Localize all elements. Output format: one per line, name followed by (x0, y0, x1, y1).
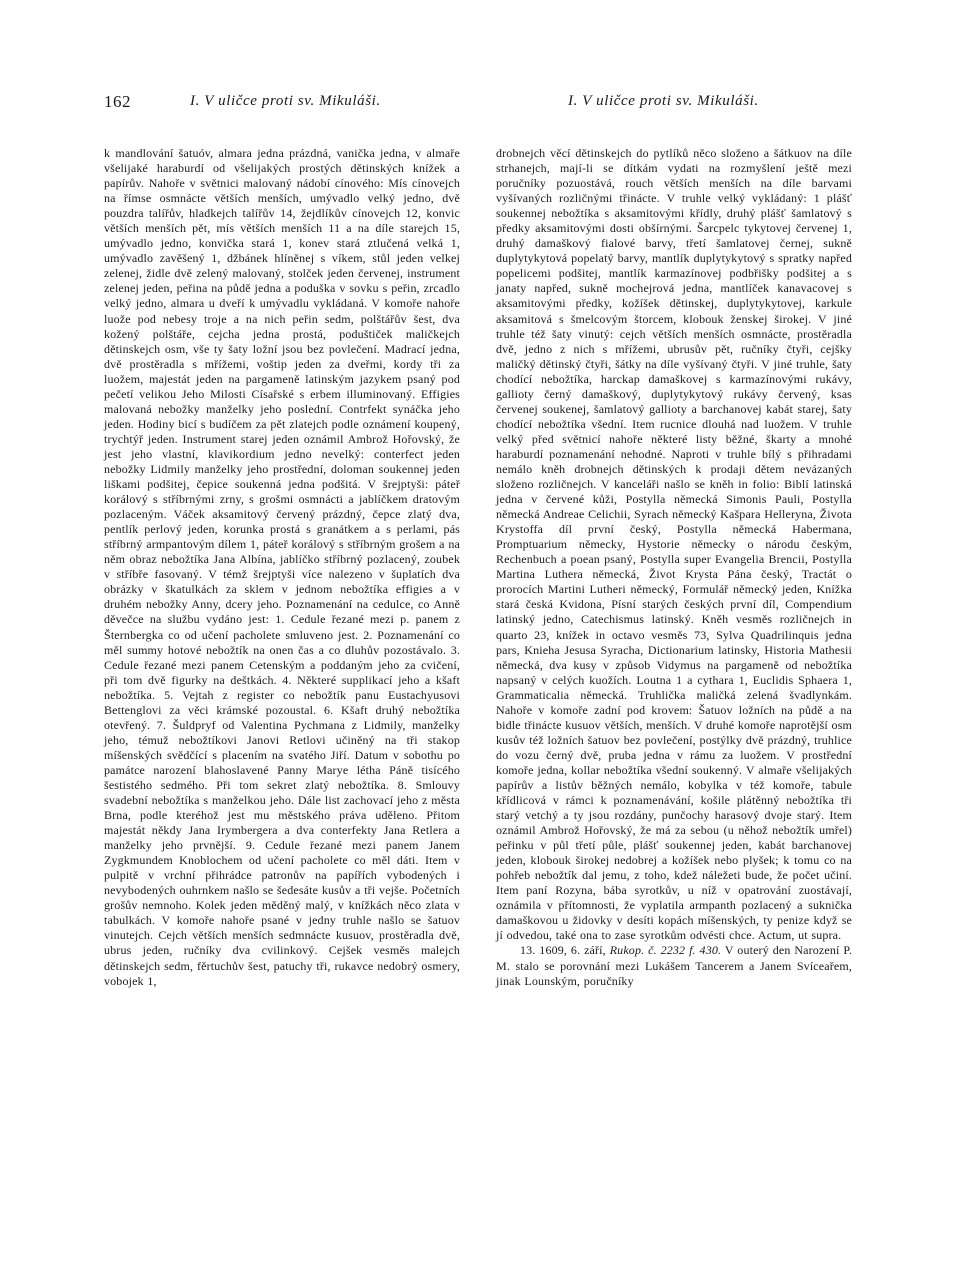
running-title-left: I. V uličce proti sv. Mikuláši. (190, 93, 381, 109)
right-column-paragraph: drobnejch věcí dětinskejch do pytlíků něco složeno a šátkuov na díle strhanejch, mají-li se dítkám vydati na rozmyšlení ještě mezi poručníky pozuostává, rouch větších menších na díle barvami vyšívaných rozličnými třinácte. V truhle velký vykládaný: 1 plášť soukennej nebožtíka s aksamitovými křídly, druhý plášť šamlatový s předky aksamitovými dosti obšírnými. Šarcpelc tykytovej červenej 1, druhý damaškový fialové barvy, třetí šamlatovej černej, sukně duplytykytová popelatý barvy, mantlík duplytykytový s spratky napřed popelicemi podšitej, mantlík karmazínovej podbřišky podšitej a s janaty napřed, sukně mochejrová jedna, mantlíček kanavacovej s aksamitovými předky, kožíšek dětinskej, duplytykytovej, karkule aksamitová s šmelcovým štorcem, klobouk ženskej širokej. V jiné truhle též šaty vinutý: cejch větších menších osmnácte, prostěradla dvě, jedno z nich s mřížemi, ubrusův pět, ručníky čtyři, cejšky maličký dětinský čtyři, šátky na díle vyšívaný čtyři. V jiné truhle, šaty chodící nebožtíka, harckap damaškovej s karmazínovými rukávy, gallioty černý damaškový, duplytykytový rukávy červený, ksas červenej soukenej, šamlatový gallioty a barchanovej kabát starej, šaty chodící nebožtíka všední. Item rucnice dlouhá nad luožem. V truhle velký před světnicí nahoře některé listy běžné, škarty a mnohé haraburdí poznamenání nehodné. Naproti v truhle bílý s přihradami nemálo kněh drobnejch dětinských k prodaji dětem nevázaných složeno rozličnejch. V kanceláři našlo se kněh in folio: Biblí latinská jedna v červené kůži, Postylla německá Simonis Pauli, Postylla německá Andreae Celichii, Syrach německý Kašpara Helleryna, Života Krystoffa díl první český, Postylla německá Habermana, Promptuarium německy, Hystorie německy o národu českým, Rechenbuch a poean psaný, Postylla super Evangelia Brencii, Postylla Martina Luthera německá, Život Krysta Pána český, Tractát o prorocích Martini Lutheri německý, Formulář německý jeden, Knížka stará česká Kvidona, Písní starých českých první díl, Compendium latinský jedno, Catechismus latinský. Kněh vesměs rozličnejch in quarto 23, knížek in octavo vesměs 73, Sylva Quadrilinquis jedna pars, Kniеha Jesusa Syracha, Dictionarium latinsky, Historia Mathesii německá, dva kusy v způsob Vidymus na pargameně od nebožtíka napsaný v celých kuožích. Loutna 1 a cythara 1, Euclidis Sphaera 1, Grammaticalia německá. Truhlička maličká zelená švadlynkám. Nahoře v komoře zadní pod krovem: Šatuov ložních na půdě a na bidle třinácte kusuov větších, menších. V druhé komoře naprotější osm kusův též ložních šatuov bez povlečení, postýlky dvě prázdný, truhlice do vozu černý dvě, pruba jedna v rámu za luožem. V prostřední komoře jedna, kollar nebožtíka všední soukenný. V almaře všelijakých papírův a listův běžných nemálo, kobylka v též komoře, tabule křídlicová v rámci k poznamenávání, košile plátěnný nebožtíka tři starý vetchý a ty jsou rozdány, punčochy harasový dvoje starý. Item oznámil Ambrož Hořovský, že má za sebou (u něhož nebožtík umřel) peřinku v půl třetí půle, plášť soukennej jeden, kabát barchanovej jeden, klobouk širokej nedobrej a kožíšek nebo plyšek; k tomu co na pohřeb nebožtík dal jemu, z toho, kdež náležeti bude, že počet učiní. Item paní Rozyna, bába syrotkův, u níž v opatrování zuostávají, oznámila v přítomnosti, že vyplatila armpanth pozlacený a suknička damaškovou u židovky v desíti kopách míšenských, ty penize když se jí odvedou, také ona to zase syrotkům odvésti chce. Actum, ut supra. (496, 146, 853, 943)
page-number: 162 (104, 92, 131, 111)
left-column-paragraph: k mandlování šatuóv, almara jedna prázdná, vanička jedna, v almaře všelijaké haraburdí od všelijakých prostých dětinských knížek a papírův. Nahoře v světnici malovaný nádobí cínového: Mís cínovejch na římse osmnácte větších menších, umývadlo velký jedno, dvě pouzdra talířův, hladkejch talířův 14, žejdlíkův cínovejch 12, konvic větších menších pět, mís větších menších 11 a na díle starejch 15, umývadlo jedno, konvička stará 1, konev stará ztlučená velká 1, umývadlo zavěšený 1, džbánek hlíněnej s víkem, stůl jeden velkej zelenej, židle dvě zelený malovaný, stolček jeden červenej, instrument zelenej jeden, peřina na půdě jedna a poduška v sovku s peřin, zrcadlo velký jedno, almara u dveří k umývadlu vykládaná. V komoře nahoře luože pod nebesy troje a na nich peřin sedm, polštářův šest, dva kožený polštáře, cejcha jedna prostá, poduštiček maličkejch dětinskejch osm, vše ty šaty ložní jsou bez povlečení. Madrací jedna, dvě prostěradla s mřížemi, voštip jeden za dveřmi, kordy tři za luožem, majestát jeden na pargameně latinským jazykem psaný pod pečetí velikou Jeho Milosti Císařské s erbem illuminovaný. Effigies malovaná nebožky manželky jeho poslední. Contrfekt synáčka jeho jeden. Hodiny bicí s budíčem za pět zlatejch podle oznámení koupený, trychtýř jeden. Instrument starej jeden oznámil Ambrož Hořovský, že jest jeho vlastní, klavikordium jedno nevelký: conterfect jeden nebožky Lidmily manželky jeho prostřední, doloman soukennej jeden liškami podšitej, čepice soukenná jedna podšitá. V šrejptyši: páteř korálový s stříbrnými zrny, s grošmi osmnácti a jablíčkem dratovým pozlaceným. Váček aksamitový červený prázdný, čepce zlatý dva, pentlík perlový jeden, korunka prostá s granátkem a s perlami, pás stříbrný armpantovým dílem 1, páteř korálový s stříbrným grošem a na něm obraz nebožtíka Jana Albína, jablíčko stříbrný pozlacený, zoubek v stříbře fasovaný. V témž šrejptyši více nalezeno v šuplatích dva obrázky v škatulkách za sklem v jednom nebožtíka effigies a v druhém nebožky Anny, dcery jeho. Poznamenání na cedulce, co Anně děvečce na službu vydáno jest: 1. Cedule řezané mezi p. panem z Šternbergka co od učení pacholete smluveno jest. 2. Poznamenání co měl summy hotové nebožtík na onen čas a co dluhův pozostávalo. 3. Cedule řezané mezi panem Cetenským a poddaným jeho za cvičení, při tom dvě figurky na deštkách. 4. Některé supplikací jeho a kšaft nebožtíka. 5. Vejtah z register co nebožtík panu Eustachyusovi Bettenglovi za věci krámské pozoustal. 6. Kšaft druhý nebožtíka otevřený. 7. Šuldpryf od Valentina Pychmana z Lidmily, manželky jeho, témuž nebožtíkovi Janovi Retlovi učiněný na tři stakop míšenských svědčící s placením na svatého Jiří. Datum v sobothu po památce narození blahoslavené Panny Marye létha Páně tisícého šestistého sedmého. Při tom sekret zlatý nebožtíka. 8. Smlouvy svadební nebožtíka s manželkou jeho. Dále list zachovací jeho z města Brna, podle kteréhož jest mu městského práva uděleno. Přitom majestát někdy Jana Irymbergera a dva conterfekty Jana Retlera a manželky jeho prvnější. 9. Cedule řezané mezi panem Janem Zygkmundem Knoblochem od učení pacholete co měl dáti. Item v pulpitě v vrchní přihrádce patronův na papířích vybodených i nevybodených ouhrnkem našlo se šedesáte kusův a tři vejše. Početních grošův nemnoho. Kolek jeden měděný malý, v knížkách něco zlata v tabulkách. V komoře nahoře psané v jedny truhle našlo se šatuov vinutejch. Cejch větších menších sedmnácte kusuov, prostěradla dvě, ubrus jeden, ručníky dva cvilinkový. Cejšek vesměs malejch dětinskejch sedm, fěrtuchův šest, patuchy tři, rukavce nedobrý osmery, vobojek 1, (104, 146, 460, 988)
running-head (0, 92, 960, 116)
entry-13-paragraph (496, 943, 852, 988)
left-text-column (104, 146, 460, 989)
entry-13-source: Rukop. č. 2232 f. 430. (609, 943, 722, 958)
right-text-column (496, 146, 852, 989)
running-title-right: I. V uličce proti sv. Mikuláši. (568, 93, 759, 109)
entry-13-text: V outerý den Narození P. M. stalo se porovnání mezi Lukášem Tancerem a Janem Svíceařem, jinak Lounským, poručníky (496, 943, 853, 988)
entry-13-lead: 13. 1609, 6. září, (520, 943, 606, 958)
